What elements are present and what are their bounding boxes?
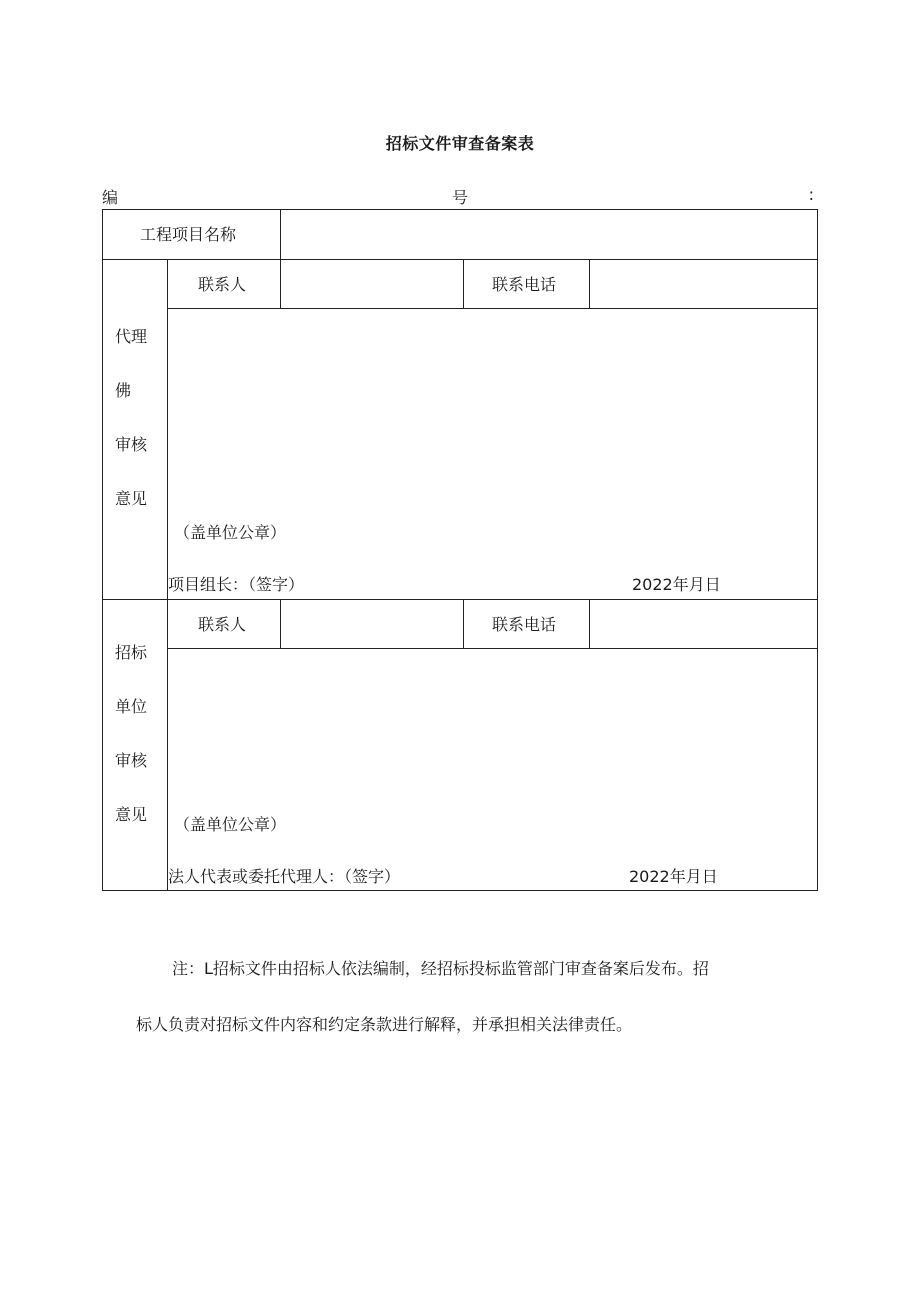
serial-label-part2: 号 [452,188,469,207]
tenderer-side-label [115,642,147,858]
agency-side-label-line: 审核 [115,435,148,454]
project-name-label: 工程项目名称 [140,225,237,244]
agency-signer-text: 项目组长：（签字） [168,575,305,594]
agency-phone-divider-right [589,259,590,308]
tenderer-side-label-line: 意见 [115,805,148,824]
tenderer-phone-label: 联系电话 [492,615,557,634]
project-divider [280,209,281,259]
table-border-right [817,209,818,891]
note-line-1: 注：L招标文件由招标人依法编制，经招标投标监管部门审查备案后发布。招 [172,959,709,978]
tenderer-signer-text: 法人代表或委托代理人：（签字） [168,867,401,886]
tenderer-date-text: 2022年月日 [629,867,718,886]
agency-contact-row-bottom [167,308,818,309]
tenderer-phone-divider-left [463,599,464,648]
agency-left-divider [167,259,168,599]
agency-side-label-line: 代理 [115,327,148,346]
tenderer-side-label-line: 审核 [115,751,148,770]
tenderer-side-label-line: 招标 [115,643,148,662]
agency-side-label-line: 佛 [115,381,132,400]
note-line-2: 标人负责对招标文件内容和约定条款进行解释，并承担相关法律责任。 [136,1015,633,1034]
agency-phone-label: 联系电话 [492,275,557,294]
tenderer-left-divider [167,599,168,891]
tenderer-phone-divider-right [589,599,590,648]
agency-seal-text: （盖单位公章） [174,523,287,542]
agency-section-bottom [102,599,818,600]
agency-side-label [115,326,147,542]
tenderer-seal-text: （盖单位公章） [174,815,287,834]
agency-phone-divider-left [463,259,464,308]
agency-date-text: 2022年月日 [632,575,721,594]
tenderer-contact-row-bottom [167,648,818,649]
tenderer-contact-divider [280,599,281,648]
agency-contact-label: 联系人 [198,275,247,294]
agency-contact-divider [280,259,281,308]
serial-label-part1: 编 [102,188,119,207]
serial-number-row [102,185,818,207]
table-border-left [102,209,103,891]
agency-side-label-line: 意见 [115,489,148,508]
tenderer-side-label-line: 单位 [115,697,148,716]
project-row-bottom [102,259,818,260]
tenderer-contact-label: 联系人 [198,615,247,634]
serial-colon: : [808,185,814,204]
table-border-bottom [102,890,818,891]
table-border-top [102,209,818,210]
document-title: 招标文件审查备案表 [385,134,535,153]
filing-form-table [102,209,818,891]
